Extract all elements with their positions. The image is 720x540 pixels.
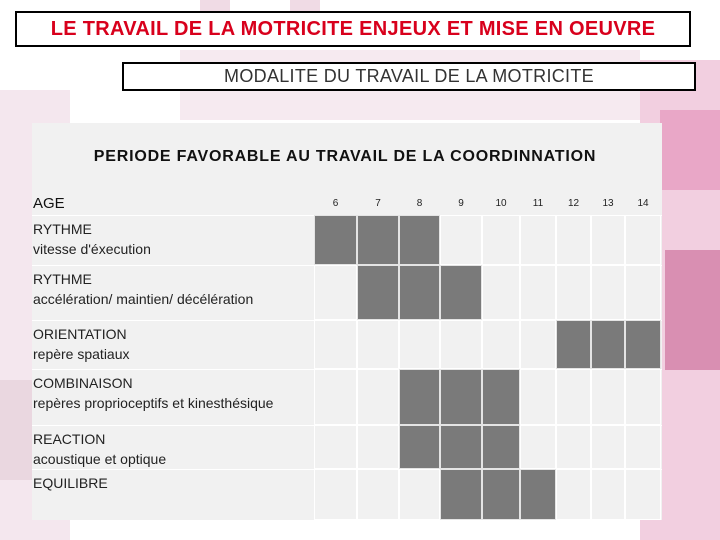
grid-cell: [625, 469, 661, 520]
grid-cell: [591, 215, 625, 265]
row-label: [33, 269, 253, 309]
grid-cell: [440, 320, 482, 369]
grid-cell-active: [591, 320, 625, 369]
grid-cell-active: [625, 320, 661, 369]
grid-cell-active: [556, 320, 591, 369]
grid-cell: [556, 215, 591, 265]
grid-cell: [399, 320, 440, 369]
grid-cell: [625, 369, 661, 425]
grid-cell: [591, 469, 625, 520]
grid-cell-active: [440, 265, 482, 320]
grid-cell-active: [482, 369, 520, 425]
grid-cell-active: [482, 469, 520, 520]
row-detail: vitesse d'éxecution: [33, 241, 151, 257]
grid-cell: [625, 425, 661, 469]
grid-cell-active: [357, 265, 399, 320]
grid-cell: [399, 469, 440, 520]
age-header-12: 12: [567, 198, 580, 209]
grid-cell: [357, 469, 399, 520]
age-header-6: 6: [332, 198, 339, 209]
grid-cell-active: [440, 425, 482, 469]
age-header-7: 7: [375, 198, 381, 209]
row-title: EQUILIBRE: [33, 475, 108, 491]
grid-cell: [520, 320, 556, 369]
grid-cell-active: [440, 469, 482, 520]
page-subtitle: MODALITE DU TRAVAIL DE LA MOTRICITE: [122, 62, 696, 91]
grid-cell-active: [399, 215, 440, 265]
grid-cell-active: [314, 215, 357, 265]
age-header-11: 11: [532, 198, 544, 209]
grid-cell-active: [399, 265, 440, 320]
grid-cell: [556, 425, 591, 469]
grid-cell: [520, 215, 556, 265]
grid-cell-active: [357, 215, 399, 265]
row-title: RYTHME: [33, 271, 92, 287]
grid-cell: [591, 369, 625, 425]
grid-cell: [314, 469, 357, 520]
row-title: REACTION: [33, 431, 106, 447]
grid-cell: [357, 425, 399, 469]
age-label: AGE: [33, 195, 65, 212]
grid-cell: [482, 265, 520, 320]
row-detail: repère spatiaux: [33, 346, 130, 362]
row-label: [33, 473, 108, 493]
row-label: [33, 219, 151, 259]
grid-cell: [520, 265, 556, 320]
row-title: COMBINAISON: [33, 375, 133, 391]
row-label: [33, 429, 166, 469]
grid-cell: [625, 265, 661, 320]
table-title: PERIODE FAVORABLE AU TRAVAIL DE LA COORDINNATION: [93, 148, 597, 165]
age-header-14: 14: [637, 198, 649, 209]
grid-cell: [556, 369, 591, 425]
grid-cell: [591, 425, 625, 469]
grid-cell-active: [399, 369, 440, 425]
grid-cell: [556, 469, 591, 520]
grid-cell: [482, 320, 520, 369]
grid-cell: [357, 369, 399, 425]
grid-cell-active: [482, 425, 520, 469]
row-detail: repères proprioceptifs et kinesthésique: [33, 395, 274, 411]
row-title: RYTHME: [33, 221, 92, 237]
row-label: [33, 324, 130, 364]
grid-cell: [440, 215, 482, 265]
age-header-10: 10: [495, 198, 507, 209]
age-header-9: 9: [458, 198, 464, 209]
grid-cell-active: [440, 369, 482, 425]
grid-cell: [314, 369, 357, 425]
row-title: ORIENTATION: [33, 326, 127, 342]
grid-cell: [556, 265, 591, 320]
row-detail: acoustique et optique: [33, 451, 167, 467]
grid-cell: [314, 425, 357, 469]
grid-cell: [591, 265, 625, 320]
grid-cell: [625, 215, 661, 265]
grid-cell: [520, 369, 556, 425]
grid-cell-active: [520, 469, 556, 520]
grid-cell: [520, 425, 556, 469]
page-title: LE TRAVAIL DE LA MOTRICITE ENJEUX ET MISE EN OEUVRE: [15, 11, 691, 47]
grid-cell: [314, 265, 357, 320]
age-header-8: 8: [416, 198, 423, 209]
grid-cell: [357, 320, 399, 369]
age-header-13: 13: [602, 198, 614, 209]
grid-cell-active: [399, 425, 440, 469]
row-detail: accélération/ maintien/ décélération: [33, 291, 254, 307]
grid-cell: [314, 320, 357, 369]
grid-cell: [482, 215, 520, 265]
row-label: [33, 373, 273, 413]
